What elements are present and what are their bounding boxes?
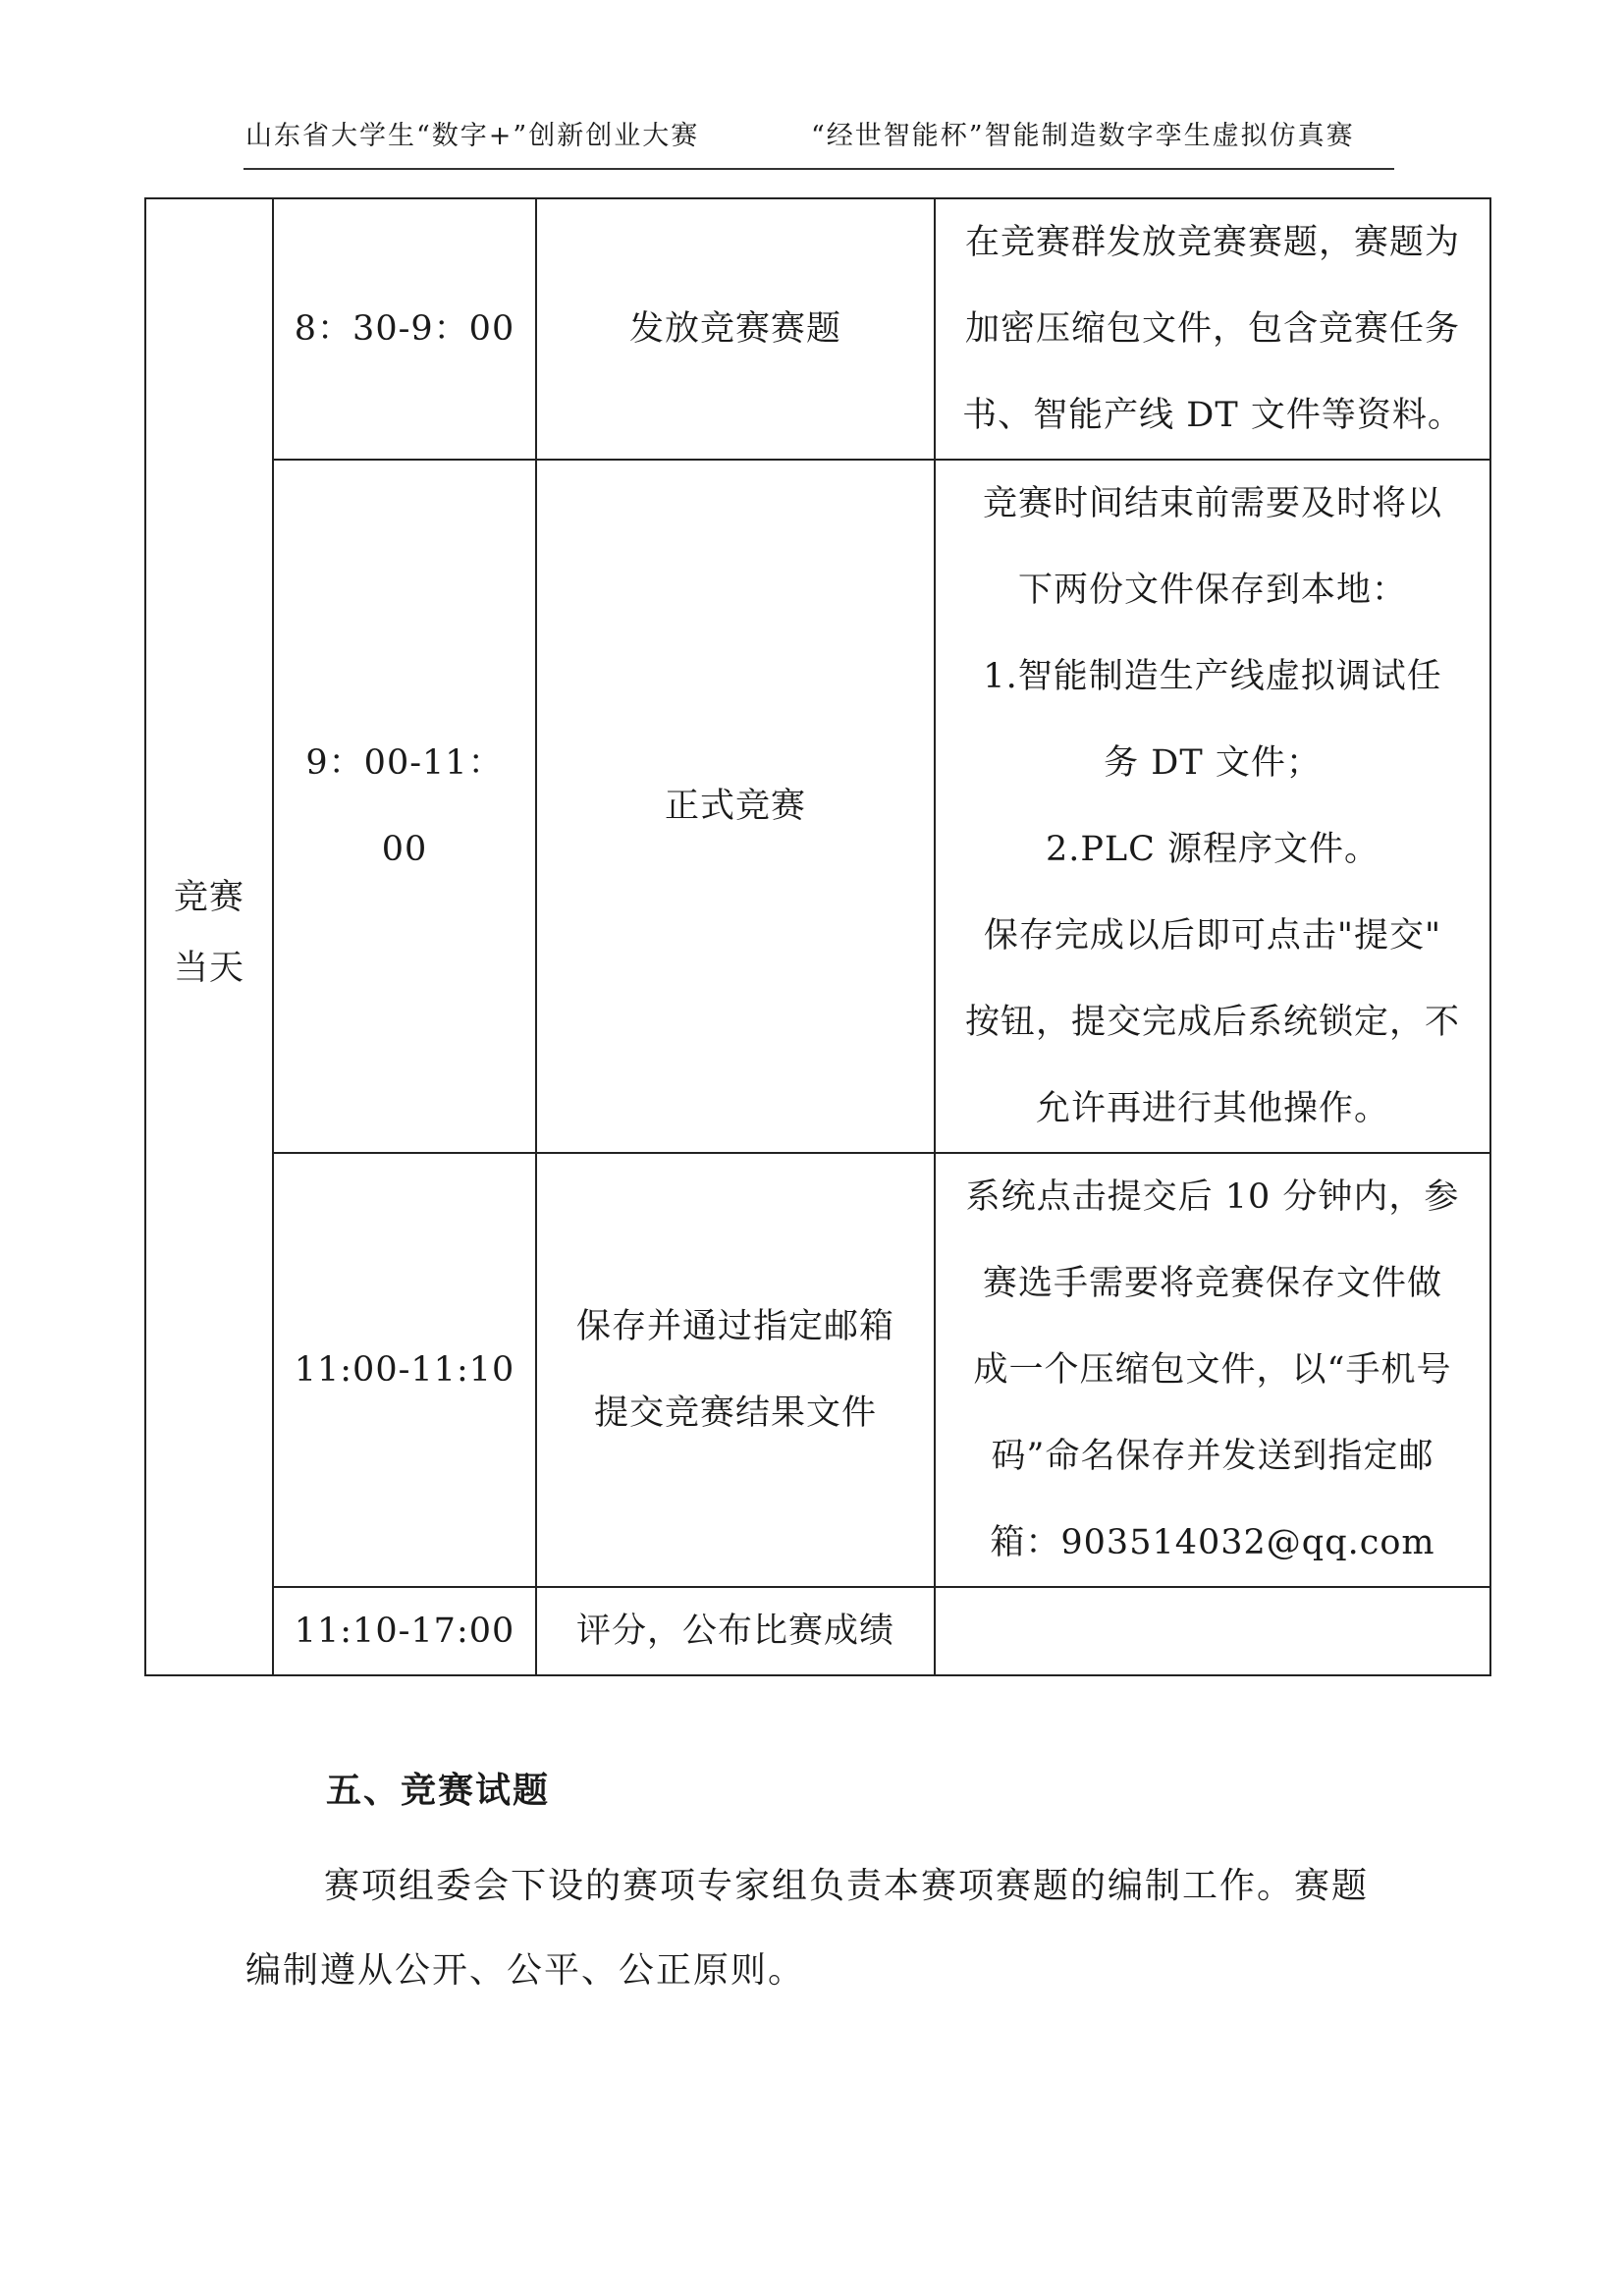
item-cell: 正式竞赛 <box>536 460 935 1153</box>
description-cell: 在竞赛群发放竞赛赛题，赛题为 加密压缩包文件，包含竞赛任务 书、智能产线 DT 文件等资料。 <box>935 198 1490 460</box>
table-row <box>145 1587 1490 1675</box>
header-right-title: “经世智能杯”智能制造数字孪生虚拟仿真赛 <box>811 121 1355 151</box>
item-cell: 发放竞赛赛题 <box>536 198 935 460</box>
description-cell <box>935 1587 1490 1675</box>
page-header <box>245 114 1394 152</box>
table-row <box>145 1153 1490 1587</box>
header-left-title: 山东省大学生“数字+”创新创业大赛 <box>245 121 700 151</box>
table-row <box>145 198 1490 460</box>
table-row <box>145 460 1490 1153</box>
section-title: 五、竞赛试题 <box>326 1770 551 1811</box>
header-divider <box>243 168 1394 170</box>
day-label: 竞赛 当天 <box>173 878 244 988</box>
description-cell: 竞赛时间结束前需要及时将以 下两份文件保存到本地： 1.智能制造生产线虚拟调试任 务 DT 文件； 2.PLC 源程序文件。 保存完成以后即可点击"提交" 按钮，提交完成后系统锁定，不 允许再进行其他操作。 <box>935 460 1490 1153</box>
item-cell: 评分，公布比赛成绩 <box>536 1587 935 1675</box>
section-paragraph: 赛项组委会下设的赛项专家组负责本赛项赛题的编制工作。赛题 编制遵从公开、公平、公正原则。 <box>245 1866 1370 1991</box>
time-cell: 9：00-11：00 <box>273 460 536 1153</box>
schedule-table <box>144 197 1491 1676</box>
item-cell: 保存并通过指定邮箱 提交竞赛结果文件 <box>536 1153 935 1587</box>
description-cell: 系统点击提交后 10 分钟内，参 赛选手需要将竞赛保存文件做 成一个压缩包文件，以“手机号 码”命名保存并发送到指定邮 箱：903514032@qq.com <box>935 1153 1490 1587</box>
time-cell: 11:10-17:00 <box>273 1587 536 1675</box>
day-label-cell <box>145 198 273 1675</box>
time-cell: 8：30-9：00 <box>273 198 536 460</box>
time-cell: 11:00-11:10 <box>273 1153 536 1587</box>
